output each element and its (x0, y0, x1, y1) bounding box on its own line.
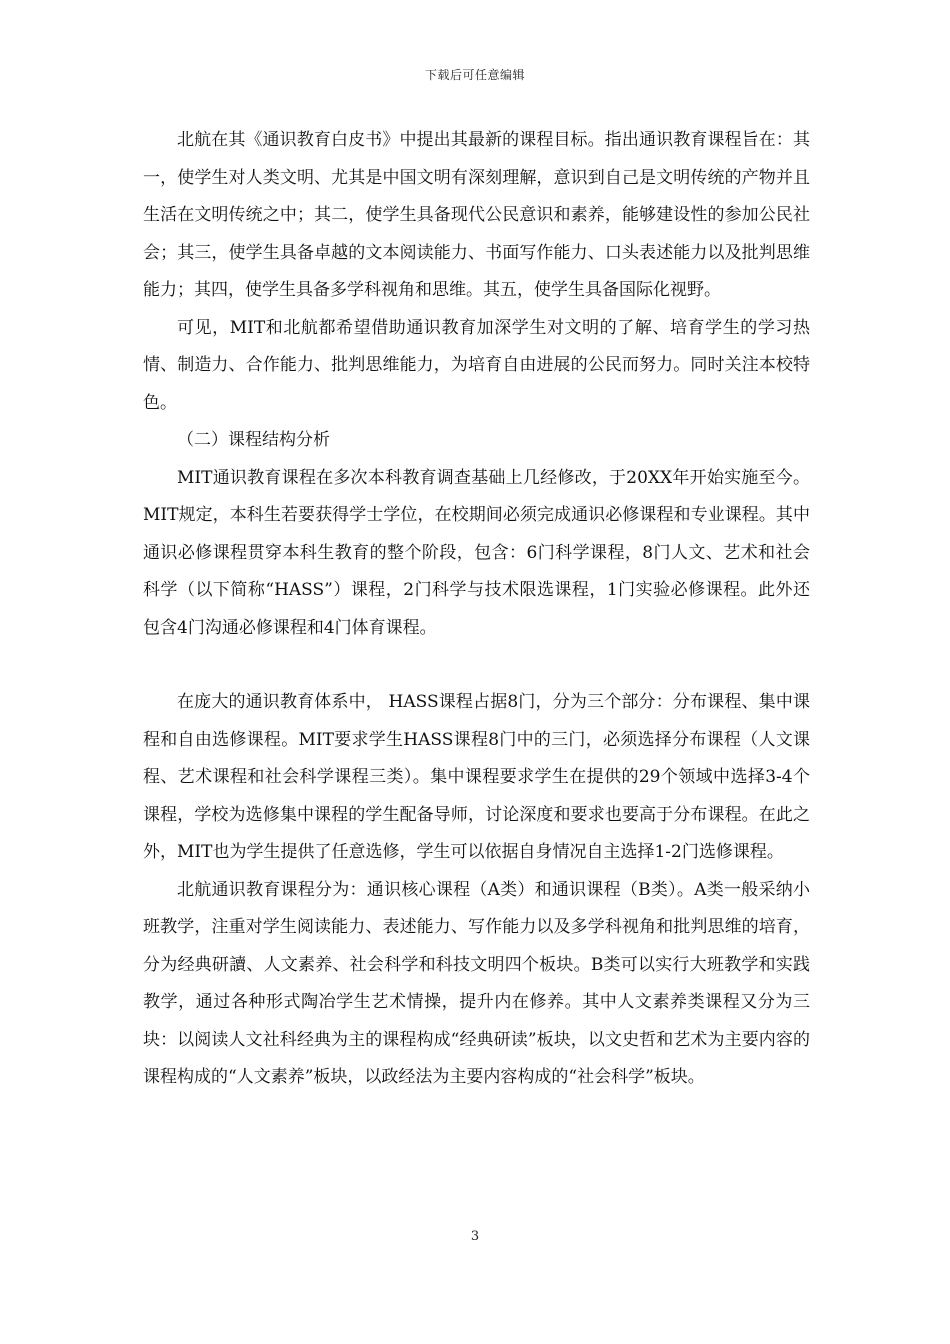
paragraph-mit-structure: MIT通识教育课程在多次本科教育调查基础上几经修改，于20XX年开始实施至今。MIT规定，本科生若要获得学士学位，在校期间必须完成通识必修课程和专业课程。其中通识必修课程贯穿本科生教育的整个阶段，包含：6门科学课程，8门人文、艺术和社会科学（以下简称“HASS”）课程，2门科学与技术限选课程，1门实验必修课程。此外还包含4门沟通必修课程和4门体育课程。 (143, 467, 810, 638)
paragraph-course-goals: 北航在其《通识教育白皮书》中提出其最新的课程目标。指出通识教育课程旨在：其一，使学生对人类文明、尤其是中国文明有深刻理解，意识到自己是文明传统的产物并且生活在文明传统之中；其二，使学生具备现代公民意识和素养，能够建设性的参加公民社会；其三，使学生具备卓越的文本阅读能力、书面写作能力、口头表述能力以及批判思维能力；其四，使学生具备多学科视角和思维。其五，使学生具备国际化视野。 (143, 130, 810, 300)
paragraph-beihang-structure: 北航通识教育课程分为：通识核心课程（A类）和通识课程（B类）。A类一般采纳小班教学，注重对学生阅读能力、表述能力、写作能力以及多学科视角和批判思维的培育，分为经典研讀、人文素养、社会科学和科技文明四个板块。B类可以实行大班教学和实践教学，通过各种形式陶冶学生艺术情操，提升内在修养。其中人文素养类课程又分为三块：以阅读人文社科经典为主的课程构成“经典研读”板块，以文史哲和艺术为主要内容的课程构成的“人文素养”板块，以政经法为主要内容构成的“社会科学”板块。 (143, 879, 810, 1087)
section-heading-course-structure: （二）课程结构分析 (177, 430, 330, 450)
paragraph-comparison: 可见，MIT和北航都希望借助通识教育加深学生对文明的了解、培育学生的学习热情、制造力、合作能力、批判思维能力，为培育自由进展的公民而努力。同时关注本校特色。 (143, 317, 810, 413)
blank-line (143, 647, 810, 684)
paragraph-hass: 在庞大的通识教育体系中， HASS课程占据8门，分为三个部分：分布课程、集中课程和自由选修课程。MIT要求学生HASS课程8门中的三门，必须选择分布课程（人文课程、艺术课程和社会科学课程三类）。集中课程要求学生在提供的29个领域中选择3-4个课程，学校为选修集中课程的学生配备导师，讨论深度和要求也要高于分布课程。在此之外，MIT也为学生提供了任意选修，学生可以依据自身情况自主选择1-2门选修课程。 (143, 692, 810, 862)
page-header: 下载后可任意编辑 (424, 68, 525, 82)
page-number: 3 (470, 1229, 480, 1244)
document-body (143, 122, 810, 1097)
